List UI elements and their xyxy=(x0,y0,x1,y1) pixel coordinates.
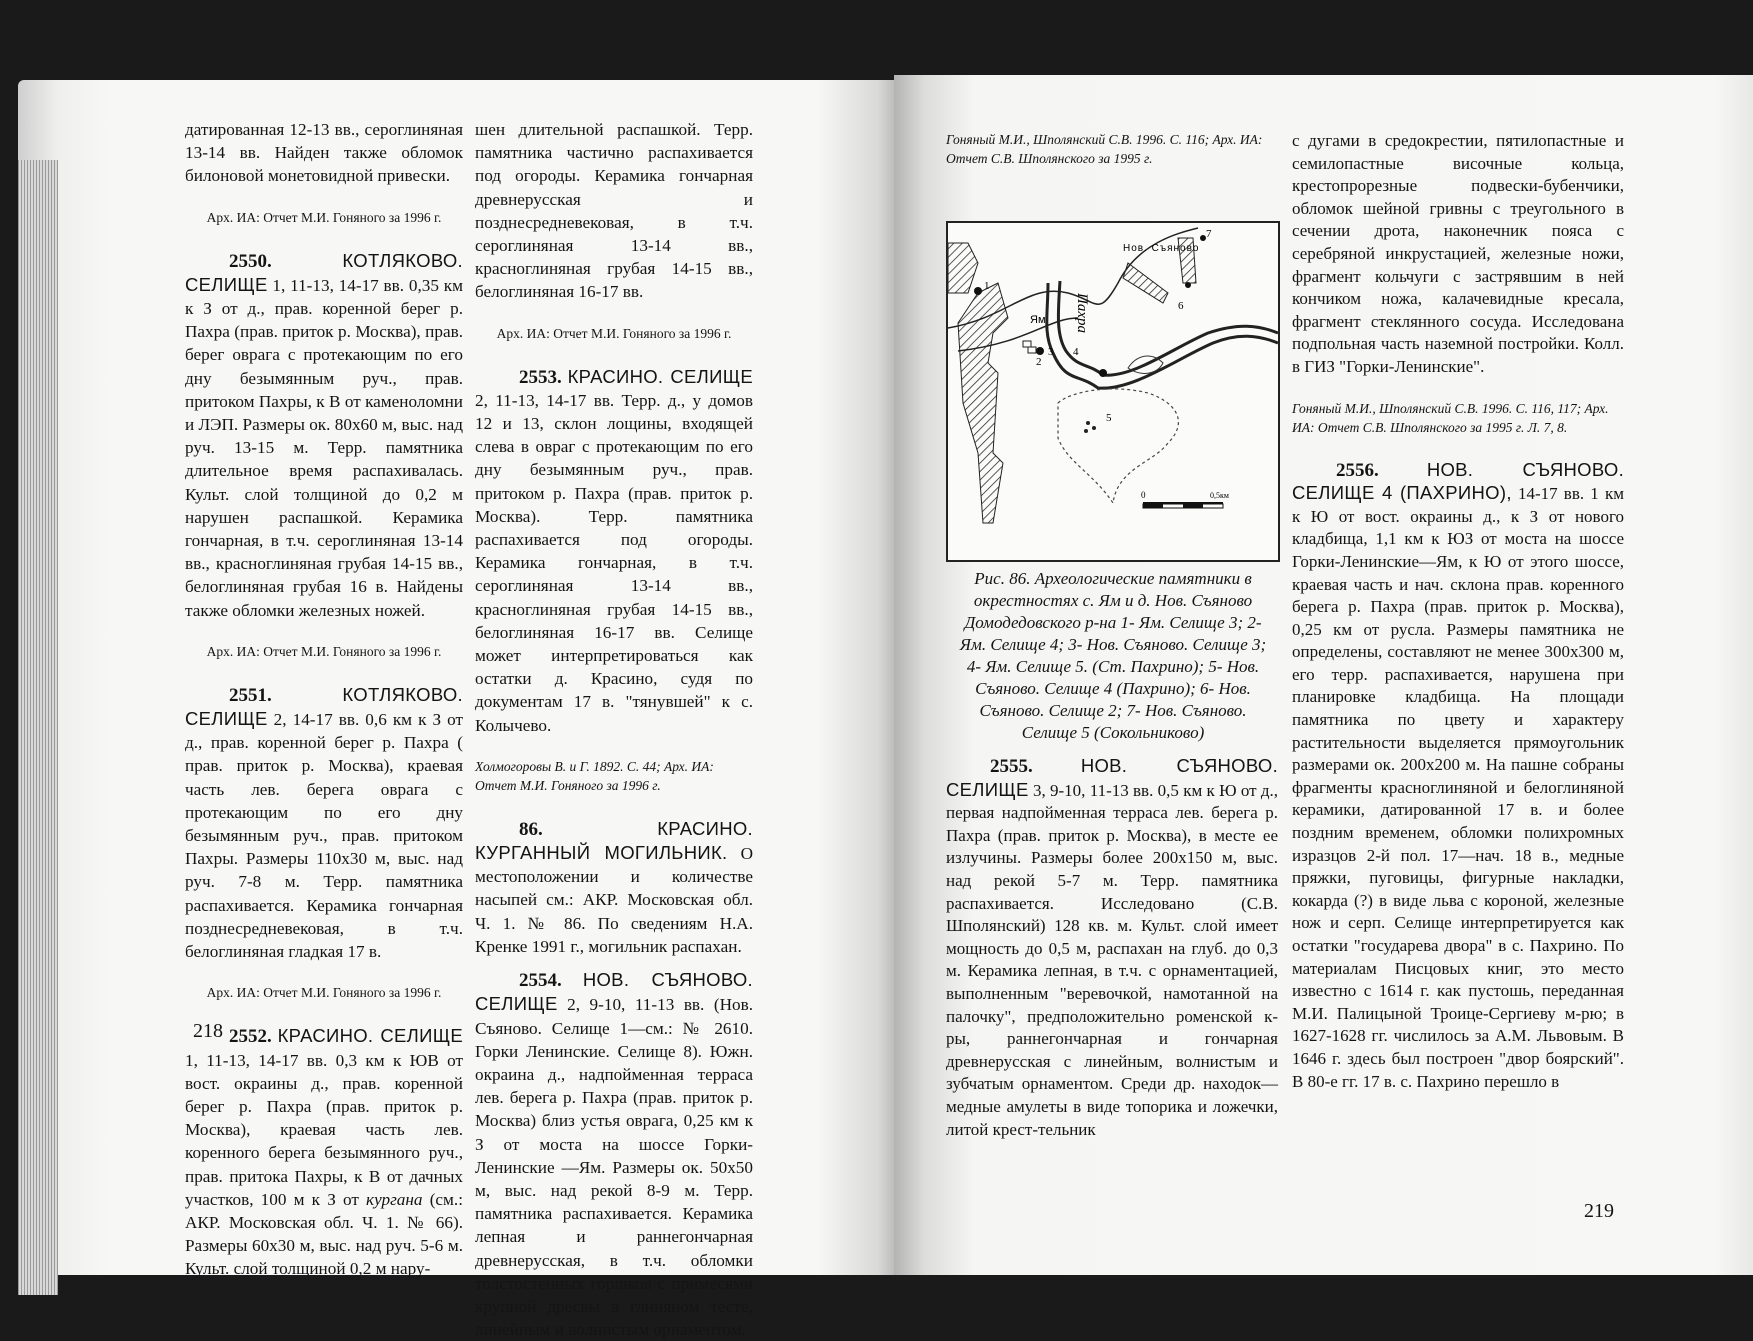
entry-2555 xyxy=(946,755,1278,1141)
river-label: Пахра xyxy=(1074,293,1090,333)
entry-number: 2551. xyxy=(229,684,272,706)
entry-text: (см.: АКР. Московская обл. Ч. 1. № 66). Размеры 60х30 м, выс. над руч. 5-6 м. Культ. слой толщиной 0,2 м нару- xyxy=(185,1189,464,1279)
entry-number: 2555. xyxy=(990,756,1033,777)
entry-number: 2550. xyxy=(229,250,272,272)
entry-title: КРАСИНО. СЕЛИЩЕ xyxy=(277,1025,463,1047)
left-page-column-1 xyxy=(185,118,463,1281)
entry-text: 3, 9-10, 11-13 вв. 0,5 км к Ю от д., первая надпойменная терраса лев. берега р. Пахра (прав. приток р. Москва), в месте ее излучины. Размеры более 200х150 м, выс. над рекой 5-7 м. Терр. памятника распахивается. Исследовано (С.В. Шполянский) 128 кв. м. Культ. слой имеет мощность до 0,5 м, распахан на глуб. до 0,3 м. Керамика лепная, в т.ч. с орнаментацией, выполненным "веревочкой, намотанной на палочку", предположительно роменской к-ры, раннегончарная и гончарная древнерусская с линейным, волнистым и зубчатым орнаментом. Среди др. находок—медные амулеты в виде топорика и ложечки, литой крест-тельник xyxy=(946,780,1279,1139)
entry-text: 1, 11-13, 14-17 вв. 0,35 км к З от д., прав. коренной берег р. Пахра (прав. приток р. Москва), прав. берег оврага с протекающим по его дну безымянным руч., прав. притоком Пахры, к В от каменоломни и ЛЭП. Размеры ок. 80х60 м, выс. над руч. 13-15 м. Терр. памятника длительное время распахивалась. Культ. слой толщиной до 0,2 м нарушен распашкой. Керамика гончарная, в т.ч. сероглиняная 13-14 вв., красноглиняная грубая 14-15 вв., белоглиняная грубая 16 в. Найдены также обломки железных ножей. xyxy=(185,275,463,620)
entry-title: КОТЛЯКОВО. СЕЛИЩЕ xyxy=(185,249,463,295)
scale-km-label: 0,5км xyxy=(1210,491,1229,500)
scale-zero-label: 0 xyxy=(1141,490,1146,500)
entry-title: КОТЛЯКОВО. СЕЛИЩЕ xyxy=(185,683,463,730)
entry-number: 2554. xyxy=(519,970,562,992)
source-reference: Арх. ИА: Отчет М.И. Гоняного за 1996 г. xyxy=(206,209,442,225)
source-reference: Арх. ИА: Отчет М.И. Гоняного за 1996 г. xyxy=(206,985,442,1001)
paragraph: датированная 12-13 вв., сероглиняная 13-14 вв. Найден также обломок билоновой монетовидной привески. xyxy=(185,120,463,186)
entry-text: 2, 9-10, 11-13 вв. (Нов. Съяново. Селище 1—см.: № 2610. Горки Ленинские. Селище 8). Южн. окраина д., надпойменная терраса лев. берега р. Пахра (прав. приток р. Москва) близ устья оврага, 0,25 км к З от моста на шоссе Горки-Ленинские —Ям. Размеры ок. 50х50 м, выс. над рекой 8-9 м. Терр. памятника распахивается. Керамика лепная и раннегончарная древнерусская, в т.ч. обломки толстостенных горшков с примесями крупной дресвы в глиняном тесте, линейным и волнистым орнаментом. xyxy=(475,995,754,1340)
entry-italic-word: кургана xyxy=(366,1189,423,1209)
source-reference: Гоняный М.И., Шполянский С.В. 1996. С. 116; Арх. ИА: Отчет С.В. Шполянского за 1995 г. xyxy=(946,132,1263,166)
right-page xyxy=(894,75,1753,1275)
site-number: 3 xyxy=(1048,346,1054,358)
entry-text: О местоположении и количестве насыпей см.: АКР. Московская обл. Ч. 1. № 86. По сведениям Н.А. Кренке 1991 г., могильник распахан. xyxy=(475,844,754,956)
entry-number: 2552. xyxy=(229,1026,272,1048)
entry-title: НОВ. СЪЯНОВО. СЕЛИЩЕ 4 (ПАХРИНО), xyxy=(1292,458,1625,504)
figure-86-map xyxy=(946,221,1280,562)
entry-2554 xyxy=(475,968,753,1341)
entry-number: 2556. xyxy=(1336,459,1379,481)
right-page-column-2 xyxy=(1292,130,1624,1093)
site-number: 6 xyxy=(1178,300,1184,312)
page-number: 218 xyxy=(193,1020,223,1042)
page-number: 219 xyxy=(1584,1200,1614,1222)
right-page-column-1 xyxy=(946,130,1278,168)
entry-86 xyxy=(475,817,753,958)
site-number: 4 xyxy=(1073,346,1079,358)
site-number: 1 xyxy=(984,280,990,292)
open-book xyxy=(0,60,1753,1340)
village-nov-label: Нов. Съяново xyxy=(1123,243,1200,254)
source-reference: Арх. ИА: Отчет М.И. Гоняного за 1996 г. xyxy=(206,643,442,659)
paragraph: шен длительной распашкой. Терр. памятника частично распахивается под огороды. Керамика гончарная древнерусская и позднесредневековая, в т.ч. сероглиняная 13-14 вв., красноглиняная грубая 14-15 вв., белоглиняная 16-17 вв. xyxy=(475,120,753,302)
site-number: 7 xyxy=(1206,228,1212,240)
entry-text: 2, 14-17 вв. 0,6 км к З от д., прав. коренной берег р. Пахра ( прав. приток р. Москва), краевая часть лев. берега оврага с протекающим по его дну безымянным руч., прав. притоком Пахры. Размеры 110х30 м, выс. над руч. 7-8 м. Терр. памятника распахивается. Керамика гончарная позднесредневековая, в т.ч. белоглиняная гладкая 17 в. xyxy=(185,710,463,962)
left-page xyxy=(18,80,894,1340)
entry-title: КРАСИНО. КУРГАННЫЙ МОГИЛЬНИК. xyxy=(475,817,753,864)
entry-2550 xyxy=(185,249,463,622)
paragraph: с дугами в средокрестии, пятилопастные и семилопастные височные кольца, крестопрорезные подвески-бубенчики, обломок шейной гривны с треугольного в сечении дрота, наконечник пояса с серебряной инкрустацией, железные ножи, фрагмент кольчуги с застрявшим в ней кончиком ножа, калачевидные кресала, фрагмент стеклянного сосуда. Исследована подпольная часть наземной постройки. Колл. в ГИЗ "Горки-Ленинские". xyxy=(1292,131,1624,376)
site-number: 2 xyxy=(1036,356,1042,368)
entry-title: КРАСИНО. СЕЛИЩЕ xyxy=(567,365,753,387)
site-number: 5 xyxy=(1106,412,1112,424)
entry-text: 1, 11-13, 14-17 вв. 0,3 км к ЮВ от вост. окраины д., прав. коренной берег р. Пахра (прав. приток р. Москва), краевая часть лев. коренного берега безымянного руч., прав. притока Пахры, к В от дачных участков, 100 м к З от xyxy=(185,1050,463,1209)
left-page-column-2 xyxy=(475,118,753,1341)
entry-2556 xyxy=(1292,459,1624,1094)
entry-title: НОВ. СЪЯНОВО. СЕЛИЩЕ xyxy=(475,969,753,1015)
entry-text: 2, 11-13, 14-17 вв. Терр. д., у домов 12 и 13, склон лощины, входящей слева в овраг с протекающим по его дну безымянным руч., прав. притоком р. Пахра (прав. приток р. Москва). Терр. памятника распахивается под огороды. Керамика гончарная, в т.ч. сероглиняная 13-14 вв., красноглиняная грубая 14-15 вв., белоглиняная 16-17 вв. Селище может интерпретироваться как остатки д. Красино, судя по документам 17 в. "тянувшей" к с. Колычево. xyxy=(475,390,753,735)
entry-number: 86. xyxy=(519,818,543,840)
entry-2552 xyxy=(185,1024,463,1280)
entry-2553 xyxy=(475,365,753,737)
figure-caption: Рис. 86. Археологические памятники в окрестностях с. Ям и д. Нов. Съяново Домодедовского р-на 1- Ям. Селище 3; 2- Ям. Селище 4; 3- Нов. Съяново. Селище 3; 4- Ям. Селище 5. (Ст. Пахрино); 5- Нов. Съяново. Селище 4 (Пахрино); 6- Нов. Съяново. Селище 2; 7- Нов. Съяново. Селище 5 (Сокольниково) xyxy=(959,569,1267,742)
entry-title: НОВ. СЪЯНОВО. СЕЛИЩЕ xyxy=(946,755,1279,800)
right-page-column-1-text xyxy=(946,755,1278,1141)
village-yam-label: Ям xyxy=(1030,314,1046,326)
entry-2551 xyxy=(185,683,463,963)
entry-text: 14-17 вв. 1 км к Ю от вост. окраины д., к З от нового кладбища, 1,1 км к ЮЗ от моста на шоссе Горки-Ленинские—Ям, к Ю от этого шоссе, краевая часть и нач. склона прав. коренного берега р. Пахра (прав. приток р. Москва), 0,25 км от русла. Размеры памятника не определены, составляют не менее 300х300 м, его терр. распахивается, нарушена при планировке кладбища. На площади памятника по цвету и характеру растительности выделяется прямоугольник размерами ок. 200х200 м. На пашне собраны фрагменты красноглиняной и белоглиняной керамики, датированной 17 в. и более поздним временем, обломки полихромных изразцов 2-й пол. 17—нач. 18 в., медные пряжки, пуговицы, фигурные накладки, кокарда (?) в виде льва с короной, железные нож и серп. Селище интерпретируется как остатки "государева двора" в с. Пахрино. По материалам Писцовых книг, это место известно с 1614 г. как пустошь, переданная М.И. Палицыной Троице-Сергиеву м-рю; в 1627-1628 гг. числилось за А.М. Львовым. В 1646 г. здесь был построен "двор боярский". В 80-е гг. 17 в. с. Пахрино перешло в xyxy=(1292,484,1624,1091)
source-reference: Холмогоровы В. и Г. 1892. С. 44; Арх. ИА: Отчет М.И. Гоняного за 1996 г. xyxy=(475,758,714,793)
source-reference: Гоняный М.И., Шполянский С.В. 1996. С. 116, 117; Арх. ИА: Отчет С.В. Шполянского за 1995 г. Л. 7, 8. xyxy=(1292,400,1609,435)
source-reference: Арх. ИА: Отчет М.И. Гоняного за 1996 г. xyxy=(496,325,732,341)
map-drawing xyxy=(948,223,1278,560)
entry-number: 2553. xyxy=(519,366,562,388)
page-edges xyxy=(18,160,58,1295)
